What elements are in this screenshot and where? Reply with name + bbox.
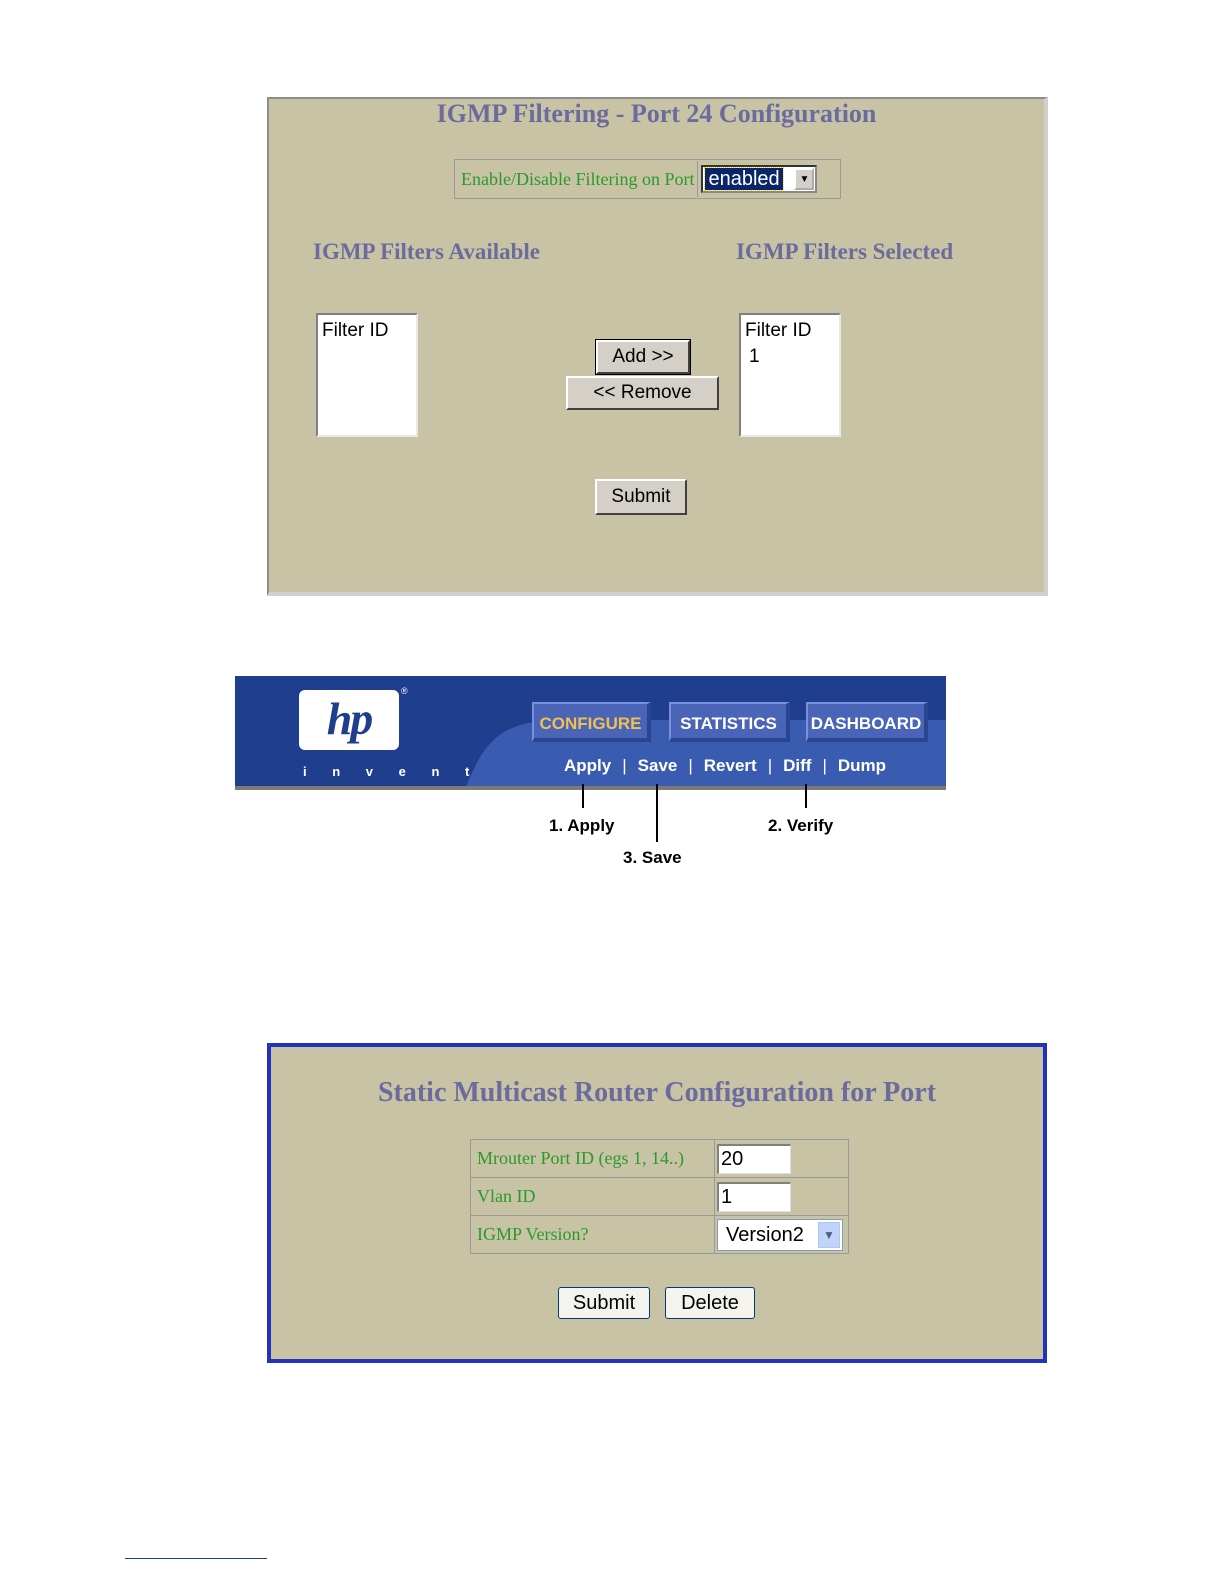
igmp-version-cell [715, 1216, 849, 1254]
list-item[interactable]: 1 [749, 346, 760, 367]
tab-configure[interactable]: CONFIGURE [532, 702, 651, 742]
vlan-id-label: Vlan ID [471, 1178, 715, 1216]
mrouter-port-cell [715, 1140, 849, 1178]
mrouter-form-table [470, 1139, 849, 1254]
enable-filtering-value: enabled [705, 168, 782, 190]
save-callout-line [656, 784, 658, 842]
delete-button[interactable]: Delete [665, 1287, 755, 1319]
apply-callout-line [582, 784, 584, 808]
hp-logo-text: hp [326, 693, 372, 744]
submit-button[interactable]: Submit [595, 479, 687, 515]
table-row [471, 1216, 849, 1254]
list-header: Filter ID [322, 320, 389, 341]
enable-filtering-select[interactable] [701, 165, 817, 193]
diff-link[interactable]: Diff [783, 756, 812, 775]
tab-statistics[interactable]: STATISTICS [669, 702, 790, 742]
apply-callout: 1. Apply [549, 816, 615, 835]
filters-available-list[interactable] [316, 313, 418, 437]
revert-link[interactable]: Revert [703, 756, 757, 775]
toolbar-links [564, 756, 886, 776]
dump-link[interactable]: Dump [837, 756, 887, 775]
vlan-id-cell [715, 1178, 849, 1216]
chevron-down-icon[interactable]: ▼ [818, 1222, 840, 1248]
remove-button[interactable]: << Remove [566, 376, 719, 410]
igmp-filtering-panel [267, 97, 1048, 596]
enable-filtering-label: Enable/Disable Filtering on Port [455, 161, 698, 197]
save-callout: 3. Save [623, 848, 682, 867]
page-title: IGMP Filtering - Port 24 Configuration [436, 99, 877, 128]
igmp-version-value: Version2 [726, 1223, 804, 1246]
filters-selected-list[interactable] [739, 313, 841, 437]
verify-callout: 2. Verify [768, 816, 834, 835]
igmp-version-select[interactable] [717, 1219, 843, 1251]
enable-filtering-row [454, 159, 841, 199]
add-button[interactable]: Add >> [596, 340, 690, 374]
igmp-version-label: IGMP Version? [471, 1216, 715, 1254]
toolbar-bottom-border [235, 786, 946, 790]
table-row [471, 1140, 849, 1178]
vlan-id-input[interactable]: 1 [717, 1182, 791, 1212]
hp-toolbar [235, 676, 946, 790]
link-separator: | [622, 756, 627, 775]
verify-callout-line [805, 784, 807, 808]
mrouter-port-label: Mrouter Port ID (egs 1, 14..) [471, 1140, 715, 1178]
link-separator: | [767, 756, 773, 775]
registered-mark: ® [401, 686, 408, 696]
list-header: Filter ID [745, 320, 812, 341]
submit-button[interactable]: Submit [558, 1287, 650, 1319]
static-mrouter-panel [267, 1043, 1047, 1363]
save-link[interactable]: Save [637, 756, 678, 775]
table-row [471, 1178, 849, 1216]
tab-dashboard[interactable]: DASHBOARD [806, 702, 928, 742]
invent-tagline: i n v e n t [303, 764, 481, 779]
mrouter-port-input[interactable]: 20 [717, 1144, 791, 1174]
filters-available-heading: IGMP Filters Available [313, 239, 540, 264]
hp-logo[interactable] [299, 690, 399, 750]
chevron-down-icon[interactable]: ▼ [794, 168, 814, 190]
filters-selected-heading: IGMP Filters Selected [736, 239, 954, 264]
static-mrouter-title: Static Multicast Router Configuration for Port [377, 1077, 937, 1108]
footnote-divider [125, 1558, 267, 1559]
link-separator: | [688, 756, 693, 775]
link-separator: | [822, 756, 827, 775]
apply-link[interactable]: Apply [564, 756, 612, 775]
